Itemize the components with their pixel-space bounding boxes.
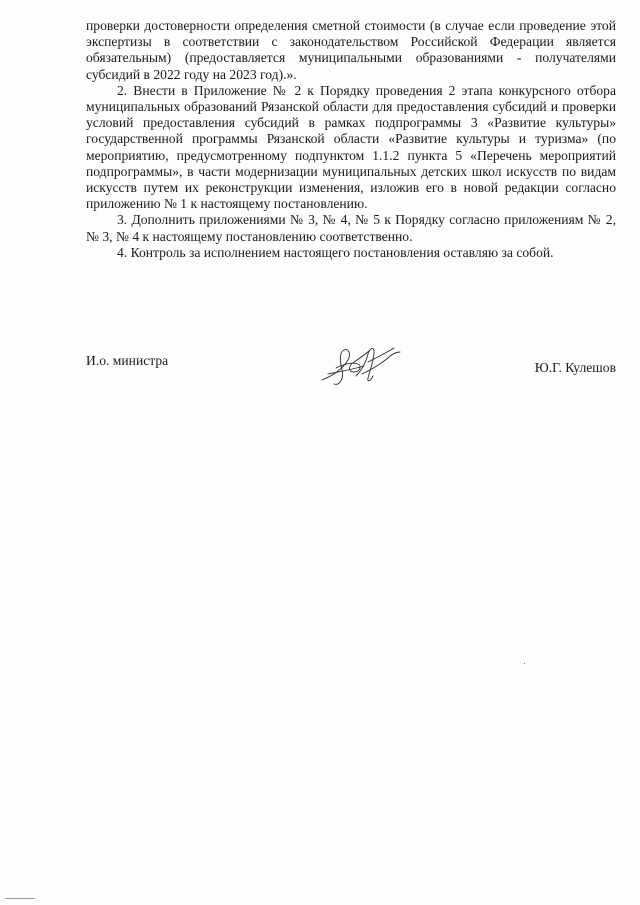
signatory-name: Ю.Г. Кулешов: [534, 360, 616, 375]
signatory-position: И.о. министра: [86, 353, 169, 368]
signature-block: [86, 340, 616, 400]
paragraph-item-2: 2. Внести в Приложение № 2 к Порядку проведения 2 этапа конкурсного отбора муниципальных образований Рязанской области для предоставления субсидий и проверки условий предоставления субсидий в рамках подпрограммы 3 «Развитие культуры» государственной программы Рязанской области «Развитие культуры и туризма» (по мероприятию, предусмотренному подпунктом 1.1.2 пункта 5 «Перечень мероприятий подпрограммы», в части модернизации муниципальных детских школ искусств по видам искусств путем их реконструкции изменения, изложив его в новой редакции согласно приложению № 1 к настоящему постановлению.: [86, 82, 616, 212]
paragraph-continuation: проверки достоверности определения сметной стоимости (в случае если проведение этой экспертизы в соответствии с законодательством Российской Федерации является обязательным) (предоставляется муниципальными образованиями - получателями субсидий в 2022 году на 2023 год).».: [86, 18, 616, 82]
paragraph-item-3: 3. Дополнить приложениями № 3, № 4, № 5 к Порядку согласно приложениям № 2, № 3, № 4 к настоящему постановлению соответственно.: [86, 212, 616, 244]
scan-edge-line: [5, 898, 35, 899]
scan-speck: [524, 663, 525, 664]
handwritten-signature-image: [318, 340, 402, 388]
paragraph-item-4: 4. Контроль за исполнением настоящего постановления оставляю за собой.: [117, 244, 554, 260]
document-body: [86, 18, 616, 261]
